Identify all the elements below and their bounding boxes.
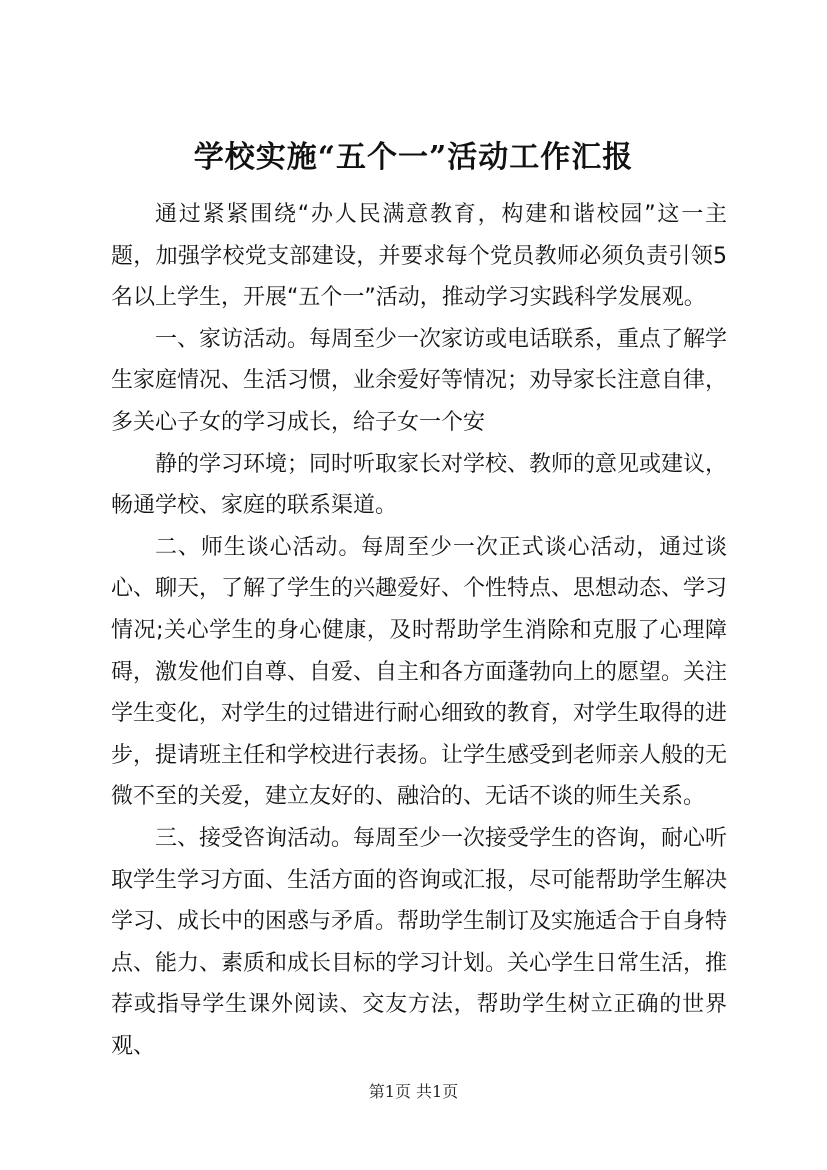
paragraph-consultation: 三、接受咨询活动。每周至少一次接受学生的咨询，耐心听取学生学习方面、生活方面的咨询或汇报，尽可能帮助学生解决学习、成长中的困惑与矛盾。帮助学生制订及实施适合于自身特点、能力、素质和成长目标的学习计划。关心学生日常生活，推荐或指导学生课外阅读、交友方法，帮助学生树立正确的世界观、	[111, 825, 728, 1059]
paragraph-intro: 通过紧紧围绕“办人民满意教育，构建和谐校园”这一主题，加强学校党支部建设，并要求每个党员教师必须负责引领5名以上学生，开展“五个一”活动，推动学习实践科学发展观。	[111, 202, 727, 311]
paragraph-heart-to-heart: 二、师生谈心活动。每周至少一次正式谈心活动，通过谈心、聊天，了解了学生的兴趣爱好、个性特点、思想动态、学习情况;关心学生的身心健康，及时帮助学生消除和克服了心理障碍，激发他们自尊、自爱、自主和各方面蓬勃向上的愿望。关注学生变化，对学生的过错进行耐心细致的教育，对学生取得的进步，提请班主任和学校进行表扬。让学生感受到老师亲人般的无微不至的关爱，建立友好的、融洽的、无话不谈的师生关系。	[111, 534, 728, 810]
paragraph-home-visit-continued: 静的学习环境；同时听取家长对学校、教师的意见或建议，畅通学校、家庭的联系渠道。	[111, 451, 728, 519]
document-body	[111, 194, 727, 1067]
document-title: 学校实施“五个一”活动工作汇报	[193, 140, 634, 175]
paragraph-home-visit: 一、家访活动。每周至少一次家访或电话联系，重点了解学生家庭情况、生活习惯，业余爱好等情况；劝导家长注意自律，多关心子女的学习成长，给子女一个安	[111, 326, 728, 435]
page-number-footer: 第1页 共1页	[368, 1082, 459, 1101]
